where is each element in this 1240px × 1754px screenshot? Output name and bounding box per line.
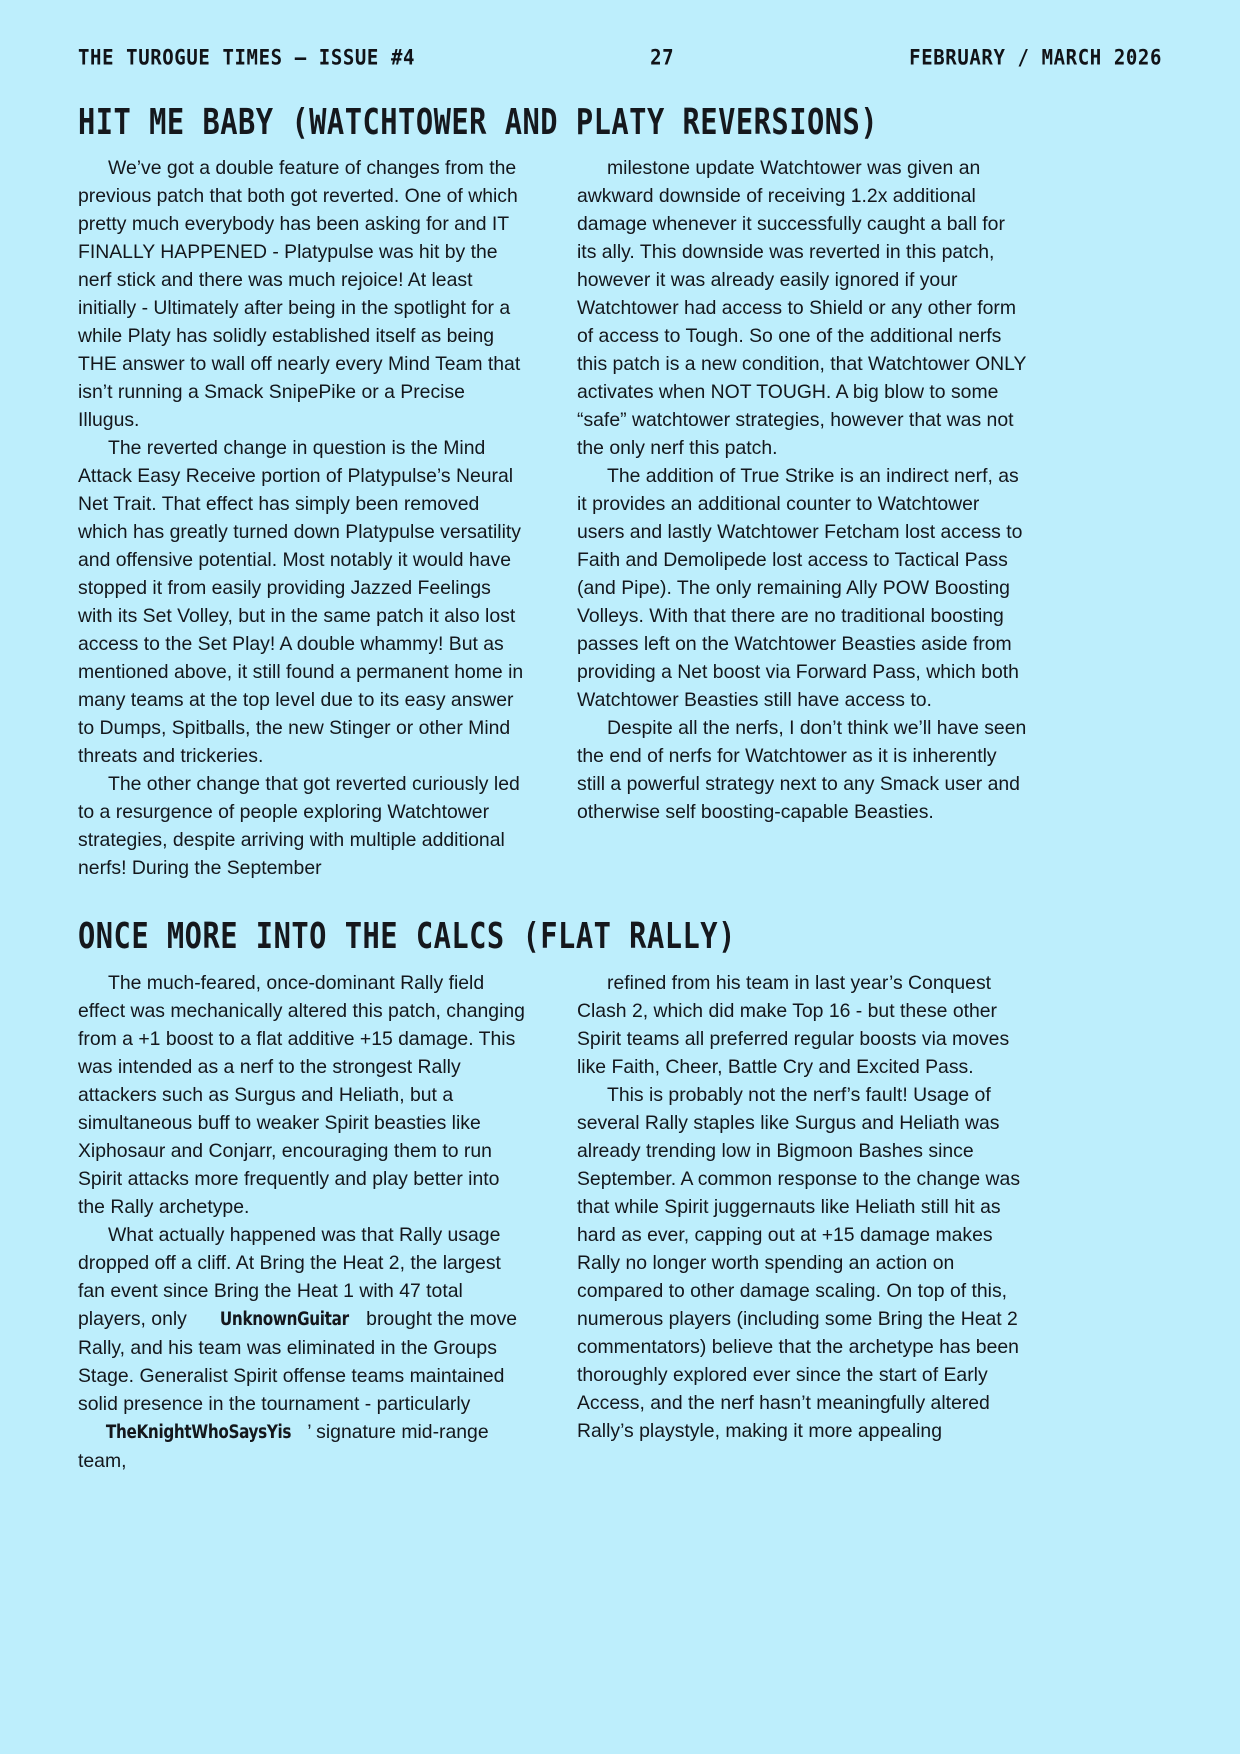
section-title-flat-rally: ONCE MORE INTO THE CALCS (FLAT RALLY) (78, 915, 736, 957)
paragraph: This is probably not the nerf’s fault! Usage of several Rally staples like Surgus and Heliath was already trending low in Bigmoon Bashes since September. A common response to the change was that while Spirit juggernauts like Heliath still hit as hard as ever, capping out at +15 damage makes Rally no longer worth spending an action on compared to other damage scaling. On top of this, numerous players (including some Bring the Heat 2 commentators) believe that the archetype has been thoroughly explored ever since the start of Early Access, and the nerf hasn’t meaningfully altered Rally’s playstyle, making it more appealing (577, 1083, 1021, 1442)
header-publication-title: THE TUROGUE TIMES – ISSUE #4 (78, 45, 416, 70)
paragraph: The much-feared, once-dominant Rally field effect was mechanically altered this patch, changing from a +1 boost to a flat additive +15 damage. This was intended as a nerf to the strongest Rally attackers such as Surgus and Heliath, but a simultaneous buff to weaker Spirit beasties like Xiphosaur and Conjarr, encouraging them to run Spirit attacks more frequently and play better into the Rally archetype. (78, 971, 525, 1218)
running-header (78, 45, 1162, 88)
paragraph: The addition of True Strike is an indirect nerf, as it provides an additional counter to Watchtower users and lastly Watchtower Fetcham lost access to Faith and Demolipede lost access to Tactical Pass (and Pipe). The only remaining Ally POW Boosting Volleys. With that there are no traditional boosting passes left on the Watchtower Beasties aside from providing a Net boost via Forward Pass, which both Watchtower Beasties still have access to. (577, 465, 1023, 712)
section-2-columns (78, 969, 1162, 1475)
paragraph: refined from his team in last year’s Conquest Clash 2, which did make Top 16 - but these other Spirit teams all preferred regular boosts via moves like Faith, Cheer, Battle Cry and Excited Pass. (577, 971, 1010, 1078)
paragraph: We’ve got a double feature of changes from the previous patch that both got reverted. One of which pretty much everybody has been asking for and IT FINALLY HAPPENED - Platypulse was hit by the nerf stick and there was much rejoice! At least initially - Ultimately after being in the spotlight for a while Platy has solidly established itself as being THE answer to wall off nearly every Mind Team that isn’t running a Smack SnipePike or a Precise Illugus. (78, 157, 521, 432)
paragraph: The other change that got reverted curiously led to a resurgence of people exploring Watchtower strategies, despite arriving with multiple additional nerfs! During the September (78, 773, 520, 880)
header-issue-date: FEBRUARY / MARCH 2026 (909, 45, 1162, 70)
section-title-watchtower-platy: HIT ME BABY (WATCHTOWER AND PLATY REVERSIONS) (78, 100, 879, 143)
section-1-columns (78, 154, 1162, 882)
paragraph: The reverted change in question is the Mind Attack Easy Receive portion of Platypulse’s Neural Net Trait. That effect has simply been removed which has greatly turned down Platypulse versatility and offensive potential. Most notably it would have stopped it from easily providing Jazzed Feelings with its Set Volley, but in the same patch it also lost access to the Set Play! A double whammy! But as mentioned above, it still found a permanent home in many teams at the top level due to its easy answer to Dumps, Spitballs, the new Stinger or other Mind threats and trickeries. (78, 437, 524, 768)
section-2-right-column (577, 969, 1028, 1475)
paragraph: milestone update Watchtower was given an awkward downside of receiving 1.2x additional damage whenever it successfully caught a ball for its ally. This downside was reverted in this patch, however it was already easily ignored if your Watchtower had access to Shield or any other form of access to Tough. So one of the additional nerfs this patch is a new condition, that Watchtower ONLY activates when NOT TOUGH. A big blow to some “safe” watchtower strategies, however that was not the only nerf this patch. (577, 157, 1027, 460)
player-username: TheKnightWhoSaysYis (105, 1421, 292, 1443)
section-2-left-column (78, 969, 529, 1475)
paragraph-rich: What actually happened was that Rally usage dropped off a cliff. At Bring the Heat 2, the largest fan event since Bring the Heat 1 with 47 total players, only UnknownGuitar brought the move Rally, and his team was eliminated in the Groups Stage. Generalist Spirit offense teams maintained solid presence in the tournament - particularly TheKnightWhoSaysYis ’ signature mid-range team, (78, 1223, 518, 1472)
section-1-left-column (78, 154, 529, 882)
paragraph: Despite all the nerfs, I don’t think we’ll have seen the end of nerfs for Watchtower as it is inherently still a powerful strategy next to any Smack user and otherwise self boosting-capable Beasties. (577, 717, 1027, 824)
section-1-right-column (577, 154, 1028, 882)
page-number: 27 (650, 45, 675, 70)
player-username: UnknownGuitar (220, 1308, 349, 1330)
